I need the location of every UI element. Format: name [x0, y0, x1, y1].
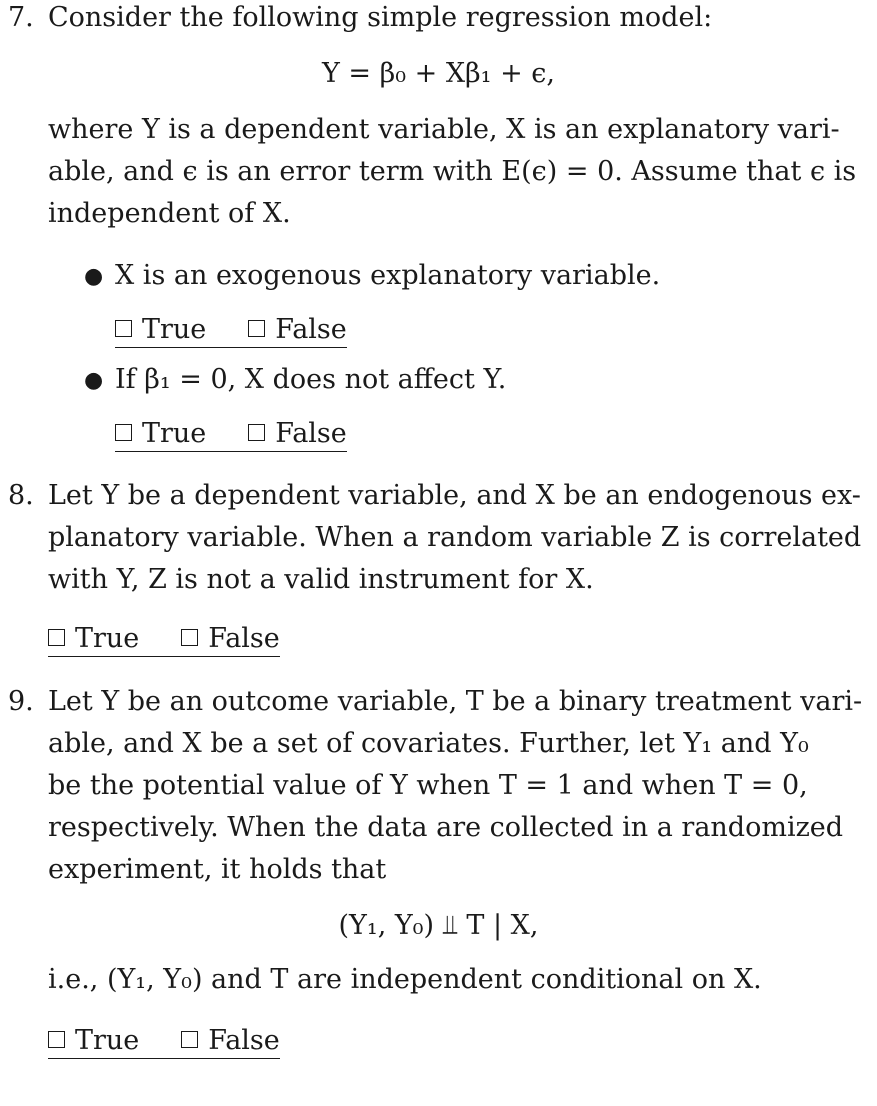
question-9-options: [48, 1025, 280, 1059]
question-7-equation: Y = β₀ + Xβ₁ + ϵ,: [322, 58, 555, 89]
question-7-desc-line-2: able, and ϵ is an error term with E(ϵ) = 0. Assume that ϵ is: [48, 156, 857, 187]
checkbox-icon[interactable]: [48, 1031, 65, 1048]
question-8-line-1: Let Y be a dependent variable, and X be an endogenous ex-: [48, 480, 861, 511]
option-true[interactable]: True: [48, 623, 139, 654]
question-7b-options: [115, 418, 347, 452]
question-7-desc-line-1: where Y is a dependent variable, X is an explanatory vari-: [48, 114, 840, 145]
option-false[interactable]: False: [181, 623, 279, 654]
question-9-line-3: be the potential value of Y when T = 1 and when T = 0,: [48, 770, 808, 801]
question-7a-options: [115, 314, 347, 348]
question-7a-statement: X is an exogenous explanatory variable.: [115, 260, 661, 291]
question-8-options: [48, 623, 280, 657]
question-9-line-1: Let Y be an outcome variable, T be a binary treatment vari-: [48, 686, 863, 717]
question-8-line-3: with Y, Z is not a valid instrument for X.: [48, 564, 594, 595]
checkbox-icon[interactable]: [181, 629, 198, 646]
option-true[interactable]: True: [48, 1025, 139, 1056]
option-true[interactable]: True: [115, 314, 206, 345]
question-8-number: 8.: [8, 480, 34, 511]
option-false[interactable]: False: [181, 1025, 279, 1056]
question-9-line-5: experiment, it holds that: [48, 854, 387, 885]
checkbox-icon[interactable]: [248, 320, 265, 337]
bullet-icon: ●: [84, 264, 104, 289]
checkbox-icon[interactable]: [181, 1031, 198, 1048]
question-9-line-4: respectively. When the data are collected in a randomized: [48, 812, 844, 843]
question-9-equation: (Y₁, Y₀) ⫫ T | X,: [338, 910, 539, 941]
option-false[interactable]: False: [248, 314, 346, 345]
question-7b-statement: If β₁ = 0, X does not affect Y.: [115, 364, 507, 395]
question-9-after: i.e., (Y₁, Y₀) and T are independent conditional on X.: [48, 964, 762, 995]
question-8-line-2: planatory variable. When a random variable Z is correlated: [48, 522, 862, 553]
bullet-icon: ●: [84, 368, 104, 393]
question-7-number: 7.: [8, 2, 34, 33]
question-9-line-2: able, and X be a set of covariates. Further, let Y₁ and Y₀: [48, 728, 809, 759]
checkbox-icon[interactable]: [115, 320, 132, 337]
option-false[interactable]: False: [248, 418, 346, 449]
checkbox-icon[interactable]: [115, 424, 132, 441]
checkbox-icon[interactable]: [248, 424, 265, 441]
question-7-intro: Consider the following simple regression model:: [48, 2, 713, 33]
checkbox-icon[interactable]: [48, 629, 65, 646]
option-true[interactable]: True: [115, 418, 206, 449]
question-7-desc-line-3: independent of X.: [48, 198, 291, 229]
question-9-number: 9.: [8, 686, 34, 717]
